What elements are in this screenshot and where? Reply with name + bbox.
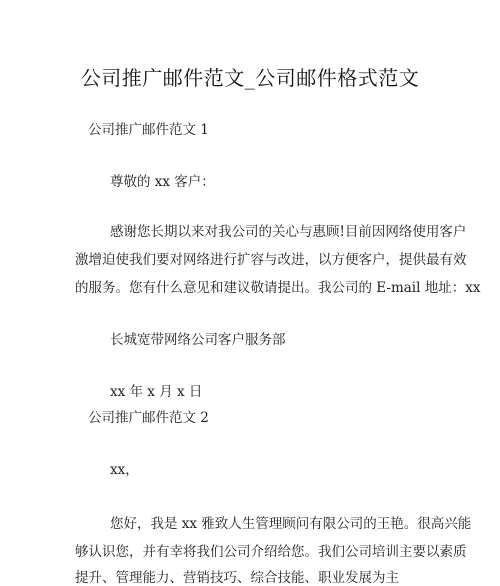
section1-date: xx 年 x 月 x 日 [110, 384, 203, 400]
section2-body-line: 提升、管理能力、营销技巧、综合技能、职业发展为主 [75, 570, 399, 586]
document-title: 公司推广邮件范文_公司邮件格式范文 [80, 66, 420, 90]
section1-heading: 公司推广邮件范文 1 [88, 122, 209, 138]
section1-body-line: 感谢您长期以来对我公司的关心与惠顾!目前因网络使用客户 [110, 224, 467, 240]
section2-body-line: 够认识您，并有幸将我们公司介绍给您。我们公司培训主要以素质 [75, 544, 467, 560]
section2-body-line: 您好，我是 xx 雅致人生管理顾问有限公司的王艳。很高兴能 [110, 516, 472, 532]
section1-body-line: 激增迫使我们要对网络进行扩容与改进，以方便客户，提供最有效 [75, 252, 467, 268]
section1-salutation: 尊敬的 xx 客户： [110, 174, 215, 190]
section2-heading: 公司推广邮件范文 2 [88, 410, 209, 426]
section1-signature: 长城宽带网络公司客户服务部 [110, 332, 286, 348]
section1-body-line: 的服务。您有什么意见和建议敬请提出。我公司的 E-mail 地址：xx [75, 280, 481, 296]
section2-salutation: xx， [110, 462, 139, 478]
